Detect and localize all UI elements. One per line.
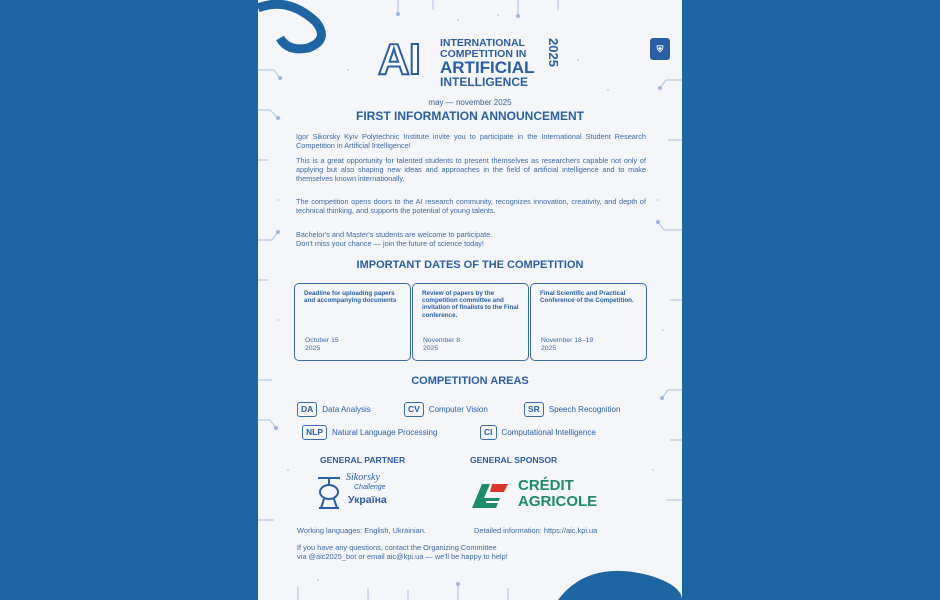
poster bbox=[258, 0, 682, 600]
date-card-1-year: 2025 bbox=[305, 345, 321, 352]
kpi-shield-icon: ⛨ bbox=[650, 38, 670, 60]
date-card-1-day: October 15 bbox=[305, 337, 339, 344]
area-data-analysis bbox=[297, 401, 371, 417]
intro-paragraph-4b: Don't miss your chance — join the future of science today! bbox=[296, 239, 484, 248]
area-abbr: SR bbox=[524, 402, 544, 417]
date-card-3 bbox=[530, 283, 647, 361]
date-card-1 bbox=[294, 283, 411, 361]
partner-name-3: Україна bbox=[348, 494, 387, 506]
logo-year: 2025 bbox=[546, 38, 561, 67]
area-name: Computer Vision bbox=[428, 404, 488, 414]
area-name: Computational Intelligence bbox=[501, 427, 596, 437]
intro-paragraph-1: Igor Sikorsky Kyiv Polytechnic Institute invite you to participate in the International Student Research Competition in Artificial Intelligence! bbox=[296, 132, 646, 150]
logo-ai: AI bbox=[378, 35, 420, 84]
area-name: Natural Language Processing bbox=[332, 427, 438, 437]
partner-name-1: Sikorsky bbox=[346, 472, 380, 483]
date-card-1-text: Deadline for uploading papers and accompanying documents bbox=[304, 290, 397, 305]
date-card-3-day: November 18–19 bbox=[541, 337, 594, 344]
areas-heading: COMPETITION AREAS bbox=[411, 375, 529, 387]
logo-text bbox=[440, 38, 534, 88]
logo-line-4: INTELLIGENCE bbox=[440, 75, 529, 89]
area-abbr: NLP bbox=[302, 425, 327, 440]
sponsor-heading: GENERAL SPONSOR bbox=[470, 455, 558, 465]
page-title: FIRST INFORMATION ANNOUNCEMENT bbox=[356, 109, 584, 123]
date-card-3-text: Final Scientific and Practical Conference of the Competition. bbox=[540, 290, 634, 305]
logo-line-2: COMPETITION IN bbox=[440, 48, 527, 60]
area-name: Speech Recognition bbox=[548, 404, 621, 414]
date-card-2-text: Review of papers by the competition committee and invitation of finalists to the Final conference. bbox=[422, 290, 519, 319]
contact-line-2: via @aic2025_bot or email aic@kpi.ua — we'll be happy to help! bbox=[297, 552, 508, 561]
sponsor-line-2: AGRICOLE bbox=[518, 493, 598, 510]
contact-line-1: If you have any questions, contact the Organizing Committee bbox=[297, 543, 497, 552]
area-computer-vision bbox=[404, 401, 488, 417]
date-card-2-date bbox=[423, 337, 460, 353]
logo-line-3: ARTIFICIAL bbox=[440, 58, 535, 77]
date-card-2-year: 2025 bbox=[423, 345, 439, 352]
area-nlp bbox=[302, 424, 437, 440]
competition-period: may — november 2025 bbox=[428, 98, 512, 107]
date-card-3-date bbox=[541, 337, 593, 353]
working-languages: Working languages: English, Ukrainian. bbox=[297, 526, 426, 535]
area-abbr: CV bbox=[404, 402, 424, 417]
area-name: Data Analysis bbox=[322, 404, 371, 414]
intro-paragraph-4 bbox=[296, 230, 646, 248]
area-computational-intelligence bbox=[480, 424, 596, 440]
date-card-3-year: 2025 bbox=[541, 345, 557, 352]
date-card-1-date bbox=[305, 337, 339, 353]
partner-heading: GENERAL PARTNER bbox=[320, 455, 406, 465]
area-abbr: CI bbox=[480, 425, 497, 440]
sponsor-line-1: CRÉDIT bbox=[518, 477, 574, 494]
detailed-info-link[interactable]: Detailed information: https://aic.kpi.ua bbox=[474, 526, 598, 535]
dates-heading: IMPORTANT DATES OF THE COMPETITION bbox=[356, 259, 584, 271]
logo-line-1: INTERNATIONAL bbox=[440, 37, 525, 49]
credit-agricole-emblem-icon bbox=[470, 480, 510, 510]
sikorsky-challenge-logo bbox=[316, 470, 406, 514]
date-card-2-day: November 8 bbox=[423, 337, 461, 344]
area-abbr: DA bbox=[297, 402, 317, 417]
intro-paragraph-3: The competition opens doors to the AI research community, recognizes innovation, creativity, and depth of technical thinking, and supports the potential of young talents. bbox=[296, 197, 646, 215]
area-speech-recognition bbox=[524, 401, 620, 417]
intro-paragraph-4a: Bachelor's and Master's students are welcome to participate. bbox=[296, 230, 493, 239]
credit-agricole-logo bbox=[470, 478, 630, 514]
date-card-2 bbox=[412, 283, 529, 361]
intro-paragraph-2: This is a great opportunity for talented students to present themselves as researchers capable not only of applying but also shaping new ideas and approaches in the field of artificial intelligence and to make themselves known internationally. bbox=[296, 156, 646, 183]
partner-name-2: Challenge bbox=[354, 484, 386, 491]
sikorsky-helicopter-icon bbox=[316, 472, 342, 512]
